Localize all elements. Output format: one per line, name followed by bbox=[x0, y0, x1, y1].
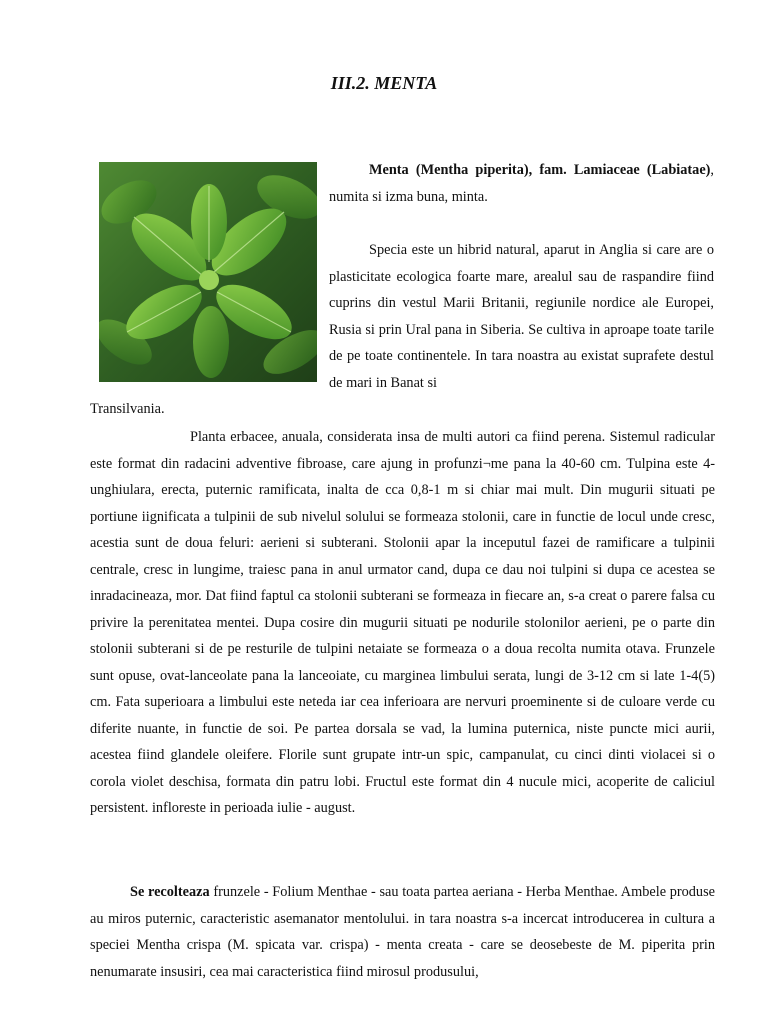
intro-bold: Menta (Mentha piperita), fam. Lamiaceae (Labiatae) bbox=[369, 162, 711, 178]
intro-rest: , numita si izma buna, minta. bbox=[329, 162, 714, 205]
species-paragraph-end: Transilvania. bbox=[90, 401, 165, 417]
harvest-rest: frunzele - Folium Menthae - sau toata partea aeriana - Herba Menthae. Ambele produse au miros puternic, caracteristic asemanator mentolului. in tara noastra s-a incercat introducerea in cultura a speciei Mentha crispa (M. spicata var. crispa) - menta creata - care se deosebeste de M. piperita prin nenumarate insusiri, cea mai caracteristica fiind mirosul produsului, bbox=[90, 884, 715, 980]
mint-plant-image bbox=[99, 162, 317, 382]
intro-paragraph bbox=[329, 157, 714, 210]
harvest-paragraph bbox=[90, 879, 715, 985]
plant-description-paragraph: Planta erbacee, anuala, considerata insa de multi autori ca fiind perena. Sistemul radicular este format din radacini adventive fibroase, care ajung in profunzi¬me pana la 40-60 cm. Tulpina este 4-unghiulara, erecta, puternic ramificata, inalta de cca 0,8-1 m si chiar mai mult. Din mugurii situati pe portiune iignificata a tulpinii de sub nivelul solului se formeaza stolonii, care in functie de locul unde cresc, acestia sunt de doua feluri: aerieni si subterani. Stolonii apar la inceputul fazei de ramificare a tulpinii centrale, cresc in lungime, traiesc pana in anul urmator cand, dupa ce dau noi tulpini si dupa ce acestea se inradacineaza, mor. Dat fiind faptul ca stolonii subterani se formeaza in fiecare an, s-a creat o parere falsa cu privire la perenitatea mentei. Dupa cosire din mugurii situati pe nodurile stolonilor aerieni, pe o parte din stolonii subterani si de pe resturile de tulpini netaiate se formeaza o a doua recolta numita otava. Frunzele sunt opuse, ovat-lanceolate pana la lanceoiate, cu marginea limbului serata, lungi de 3-12 cm si late 1-4(5) cm. Fata superioara a limbului este neteda iar cea inferioara are nervuri proeminente si de culoare verde cu diferite nuante, in functie de soi. Pe partea dorsala se vad, la lumina puternica, niste puncte mici aurii, acestea fiind glandele oleifere. Florile sunt grupate intr-un spic, campanulat, cu cinci dinti violacei si o corola violet deschisa, formata din patru lobi. Fructul este format din 4 nucule mici, acoperite de caliciul persistent. infloreste in perioada iulie - august. bbox=[90, 429, 715, 816]
page-title: III.2. MENTA bbox=[330, 73, 438, 93]
species-paragraph: Specia este un hibrid natural, aparut in Anglia si care are o plasticitate ecologica foarte mare, arealul sau de raspandire fiind cuprins din vestul Marii Britanii, regiunile nordice ale Europei, Rusia si prin Ural pana in Siberia. Se cultiva in aproape toate tarile de pe toate continentele. In tara noastra au existat suprafete destul de mari in Banat si bbox=[329, 242, 714, 391]
harvest-bold: Se recolteaza bbox=[130, 884, 210, 900]
